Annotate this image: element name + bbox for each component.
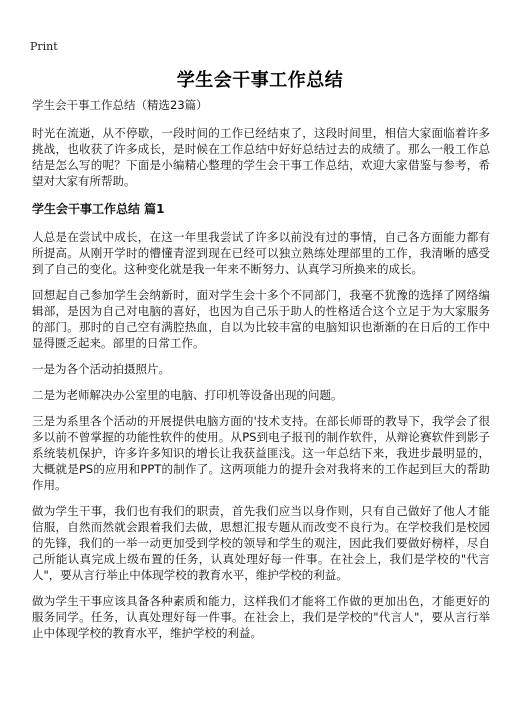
document-subtitle: 学生会干事工作总结（精选23篇） xyxy=(32,98,208,112)
document-body xyxy=(32,97,490,651)
body-paragraph: 一是为各个活动拍摄照片。 xyxy=(32,362,170,376)
body-paragraph: 做为学生干事，我们也有我们的职责，首先我们应当以身作则，只有自己做好了他人才能信服，自然而然就会跟着我们去做，思想汇报专题从而改变不良行为。在学校我们是校园的先锋，我们的一举一动更加受到学校的领导和学生的观注，因此我们要做好榜样，尽自己所能认真完成上级布置的任务，认真处理好每一件事。在社会上，我们是学校的"代言人"，要从言行举止中体现学校的教育水平，维护学校的利益。 xyxy=(32,504,490,582)
body-paragraph: 三是为系里各个活动的开展提供电脑方面的'技术支持。在部长师哥的教导下，我学会了很多以前不曾掌握的功能性软件的使用。从PS到电子报刊的制作软件，从辩论赛软件到影子系统装机保护，许多许多知识的增长让我获益匪浅。这一年总结下来，我进步最明显的，大概就是PS的应用和PPT的制作了。这两项能力的提升会对我将来的工作起到巨大的帮助作用。 xyxy=(32,414,490,492)
page-title: 学生会干事工作总结 xyxy=(176,70,344,91)
body-paragraph: 二是为老师解决办公室里的电脑、打印机等设备出现的问题。 xyxy=(32,388,343,402)
intro-paragraph: 时光在流逝，从不停歇，一段时间的工作已经结束了，这段时间里，相信大家面临着许多挑战，也收获了许多成长，是时候在工作总结中好好总结过去的成绩了。那么一般工作总结是怎么写的呢？下面是小编精心整理的学生会干事工作总结，欢迎大家借鉴与参考，希望对大家有所帮助。 xyxy=(32,126,490,188)
print-link[interactable]: Print xyxy=(30,40,58,53)
body-paragraph: 回想起自己参加学生会纳新时，面对学生会十多个不同部门，我毫不犹豫的选择了网络编辑部，是因为自己对电脑的喜好，也因为自己乐于助人的性格适合这个立足于为大家服务的部门。那时的自己空有满腔热血，自以为比较丰富的电脑知识也渐渐的在日后的工作中显得匮乏起来。部里的日常工作。 xyxy=(32,288,490,350)
body-paragraph: 做为学生干事应该具备各种素质和能力，这样我们才能将工作做的更加出色，才能更好的服务同学。任务，认真处理好每一件事。在社会上，我们是学校的"代言人"，要从言行举止中体现学校的教育水平，维护学校的利益。 xyxy=(32,594,490,640)
section-heading: 学生会干事工作总结 篇1 xyxy=(32,202,165,216)
body-paragraph: 人总是在尝试中成长，在这一年里我尝试了许多以前没有过的事情，自己各方面能力都有所提高。从刚开学时的懵懂青涩到现在已经可以独立熟练处理部里的工作，我清晰的感受到了自己的变化。这种变化就是我一年来不断努力、认真学习所换来的成长。 xyxy=(32,230,490,276)
